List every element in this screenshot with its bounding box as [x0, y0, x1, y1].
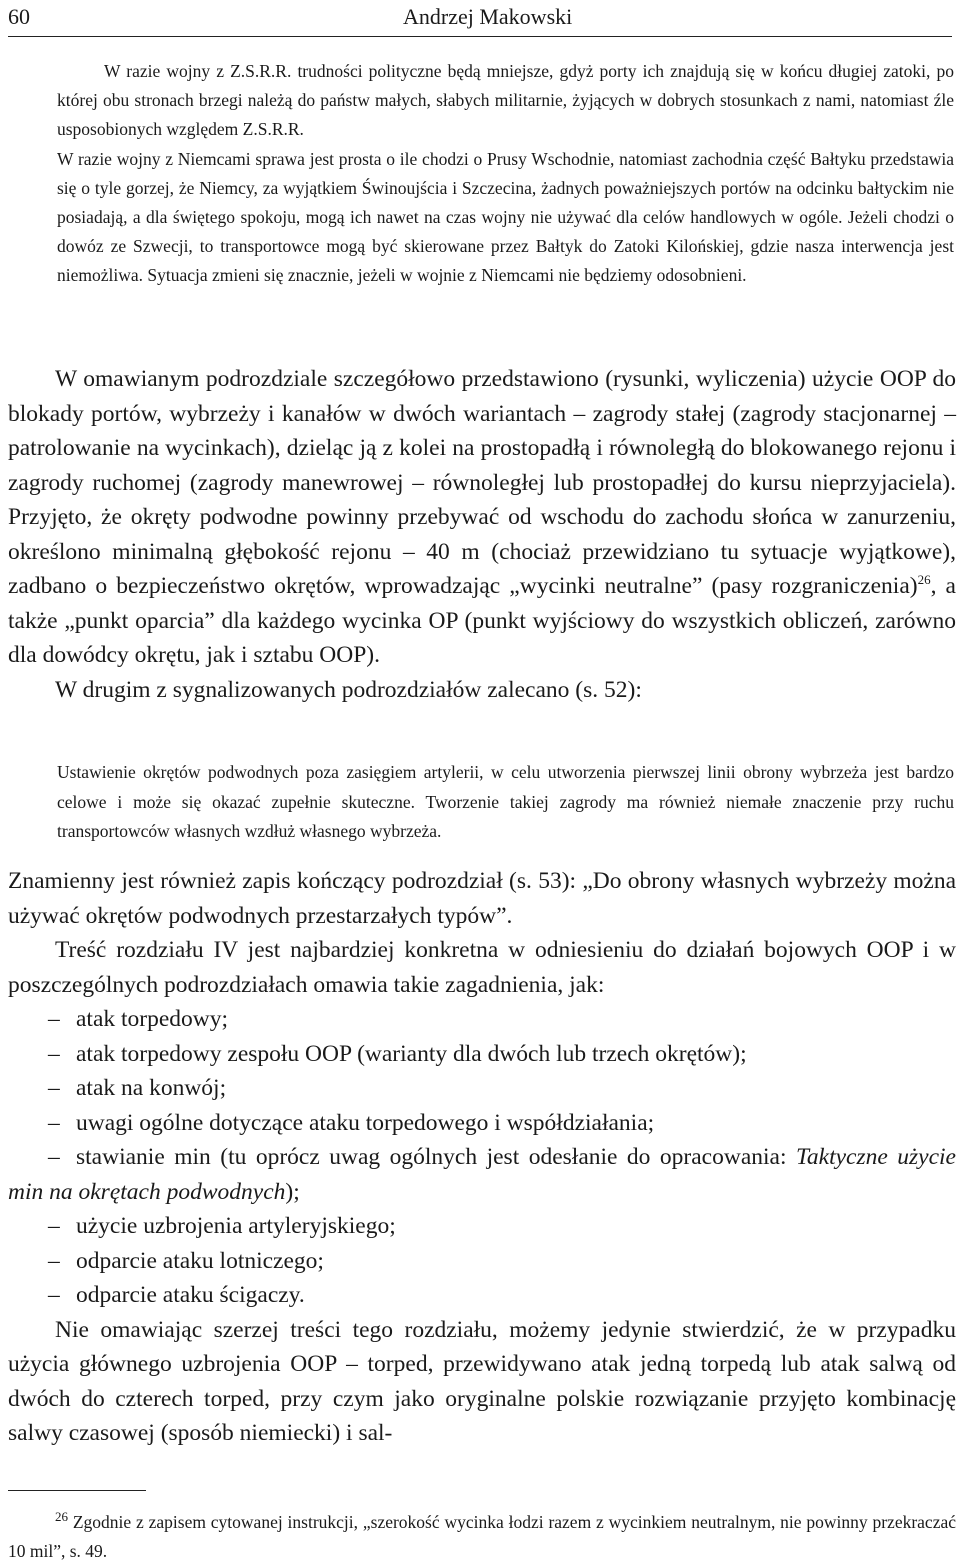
list-item: – użycie uzbrojenia artyleryjskiego;	[8, 1209, 956, 1244]
header-rule	[8, 36, 952, 37]
dash-bullet: –	[48, 1006, 60, 1032]
body-paragraph-omawianym-text: W omawianym podrozdziale szczegółowo przedstawiono (rysunki, wyliczenia) użycie OOP do blokady portów, wybrzeży i kanałów w dwóch wariantach – zagrody stałej (zagrody stacjonarnej – patrolowanie na wycinkach), dzieląc ją z kolei na prostopadłą i równoległą do blokowanego rejonu i zagrody ruchomej (zagrody manewrowej – równoległej lub prostopadłej do kursu nieprzyjaciela). Przyjęto, że okręty podwodne powinny przebywać od wschodu do zachodu słońca w zanurzeniu, określono minimalną głębokość rejonu – 40 m (chociaż przewidziano tu sytuacje wyjątkowe), zadbano o bezpieczeństwo okrętów, wprowadzając „wycinki neutralne” (pasy rozgraniczenia)	[8, 366, 956, 599]
dash-bullet: –	[48, 1282, 60, 1308]
block-quote: Ustawienie okrętów podwodnych poza zasięgiem artylerii, w celu utworzenia pierwszej linii obrony wybrzeża jest bardzo celowe i może się okazać zupełnie skuteczne. Tworzenie takiej zagrody ma również niemałe znaczenie przy ruchu transportowców własnych wzdłuż własnego wybrzeża.	[57, 762, 954, 841]
quoted-paragraph-1: W razie wojny z Z.S.R.R. trudności polityczne będą mniejsze, gdyż porty ich znajdują się w końcu długiej zatoki, po której obu stronach brzegi należą do państw małych, słabych militarnie, żyjących w dobrych stosunkach z nami, natomiast źle usposobionych względem Z.S.R.R.	[57, 61, 954, 140]
list-item: – atak torpedowy;	[8, 1002, 956, 1037]
dash-bullet: –	[48, 1040, 60, 1067]
body-paragraph-drugim: W drugim z sygnalizowanych podrozdziałów zalecano (s. 52):	[55, 676, 642, 703]
footnote-text: Zgodnie z zapisem cytowanej instrukcji, „szerokość wycinka łodzi razem z wycinkiem neutralnym, nie powinny przekraczać 10 mil”, s. 49.	[8, 1512, 956, 1561]
list-item: – odparcie ataku lotniczego;	[8, 1244, 956, 1279]
dash-bullet: –	[48, 1213, 60, 1239]
dash-bullet: –	[48, 1075, 60, 1101]
footnote-separator	[8, 1490, 146, 1491]
list-item: – odparcie ataku ścigaczy.	[8, 1278, 956, 1313]
body-section-1	[8, 362, 956, 707]
body-section-2	[8, 864, 956, 1451]
dash-bullet: –	[48, 1144, 60, 1170]
list-item: – atak torpedowy zespołu OOP (warianty dla dwóch lub trzech okrętów);	[8, 1037, 956, 1072]
quoted-document-block	[57, 57, 954, 291]
body-paragraph-omawianym-tail: , a także „punkt oparcia” dla każdego wycinka OP (punkt wyjściowy do wszystkich obliczeń, zarówno dla dowódcy okrętu, jak i sztabu OOP).	[8, 573, 956, 668]
topics-list	[8, 1002, 956, 1313]
footnote-ref-26[interactable]: 26	[917, 572, 931, 588]
body-paragraph-tresc: Treść rozdziału IV jest najbardziej konkretna w odniesieniu do działań bojowych OOP i w poszczególnych podrozdziałach omawia takie zagadnienia, jak:	[8, 937, 956, 998]
list-item: – uwagi ogólne dotyczące ataku torpedowego i współdziałania;	[8, 1106, 956, 1141]
dash-bullet: –	[48, 1247, 60, 1274]
footnote-26	[8, 1508, 956, 1565]
footnote-number: 26	[55, 1509, 68, 1525]
quoted-paragraph-2: W razie wojny z Niemcami sprawa jest prosta o ile chodzi o Prusy Wschodnie, natomiast zachodnia część Bałtyku przedstawia się o tyle gorzej, że Niemcy, za wyjątkiem Świnoujścia i Szczecina, żadnych poważniejszych portów na odcinku bałtyckim nie posiadają, a dla świętego spokoju, mogą ich nawet na czas wojny nie używać dla celów handlowych w ogóle. Jeżeli chodzi o dowóz ze Szwecji, to transportowce mogą być skierowane przez Bałtyk do Zatoki Kilońskiej, gdzie nasza interwencja jest niemożliwa. Sytuacja zmieni się znacznie, jeżeli w wojnie z Niemcami nie będziemy odosobnieni.	[57, 148, 954, 286]
page-number: 60	[8, 4, 30, 29]
body-paragraph-znamienny: Znamienny jest również zapis kończący podrozdział (s. 53): „Do obrony własnych wybrzeży można używać okrętów podwodnych przestarzałych typów”.	[8, 868, 956, 929]
list-item-wrapped: – stawianie min (tu oprócz uwag ogólnych jest odesłanie do opracowania: Taktyczne użycie min na okrętach podwodnych);	[8, 1140, 956, 1209]
list-item: – atak na konwój;	[8, 1071, 956, 1106]
dash-bullet: –	[48, 1109, 60, 1136]
running-head-author: Andrzej Makowski	[403, 4, 573, 29]
body-paragraph-omawianym	[8, 362, 956, 673]
page-header	[8, 0, 952, 38]
italic-title: Taktyczne użycie min na okrętach podwodnych	[8, 1144, 956, 1205]
body-paragraph-nie-omawiajac: Nie omawiając szerzej treści tego rozdziału, możemy jedynie stwierdzić, że w przypadku użycia głównego uzbrojenia OOP – torped, przewidywano atak jedną torpedą lub atak salwą od dwóch do czterech torped, przy czym jako oryginalne polskie rozwiązanie przyjęto kombinację salwy czasowej (sposób niemiecki) i sal-	[8, 1316, 956, 1446]
